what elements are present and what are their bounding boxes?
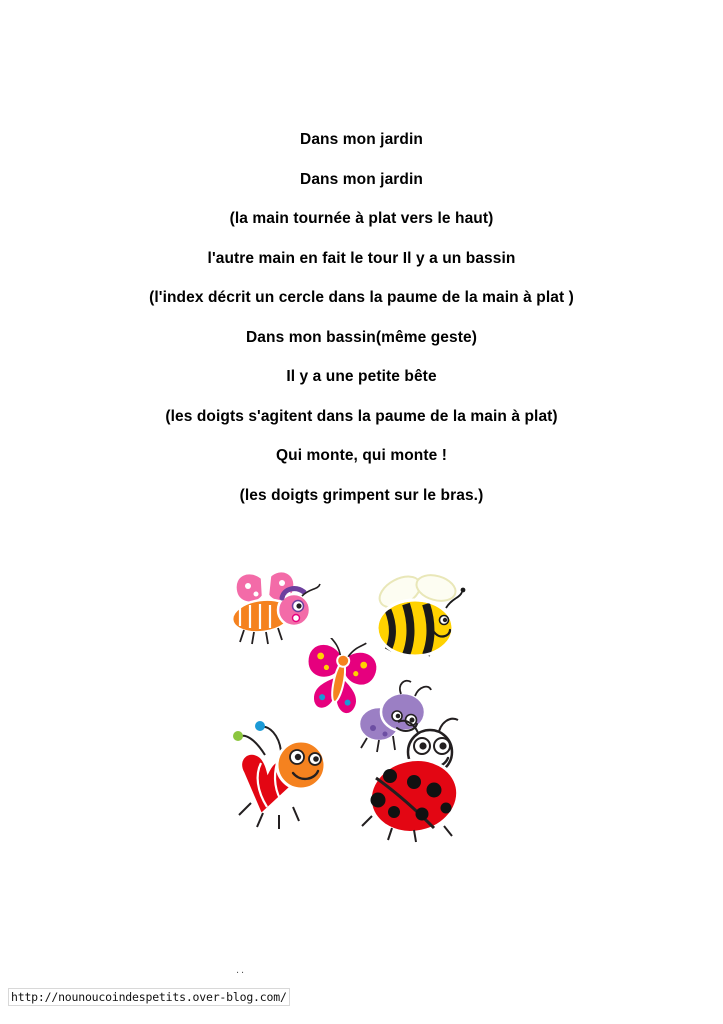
poem-line: (les doigts grimpent sur le bras.) (239, 486, 484, 504)
poem-line: (la main tournée à plat vers le haut) (229, 210, 494, 227)
poem-line: Dans mon jardin (300, 170, 423, 188)
ladybug-icon (348, 708, 488, 848)
poem-line: Il y a une petite bête (286, 368, 437, 385)
poem-line: (l'index décrit un cercle dans la paume de la main à plat ) (149, 289, 574, 306)
poem-line: (les doigts s'agitent dans la paume de la main à plat) (165, 407, 558, 425)
poem-block (0, 132, 723, 527)
poem-line: Dans mon jardin (300, 131, 423, 148)
poem-line: Qui monte, qui monte ! (276, 447, 447, 464)
poem-line: Dans mon bassin(même geste) (246, 328, 477, 346)
red-heart-bug-icon (205, 715, 345, 845)
poem-line: l'autre main en fait le tour Il y a un bassin (207, 249, 516, 267)
source-url-link[interactable]: http://nounoucoindespetits.over-blog.com/ (8, 988, 290, 1006)
decorative-dots: .. (236, 964, 247, 976)
insects-illustration (200, 560, 520, 860)
